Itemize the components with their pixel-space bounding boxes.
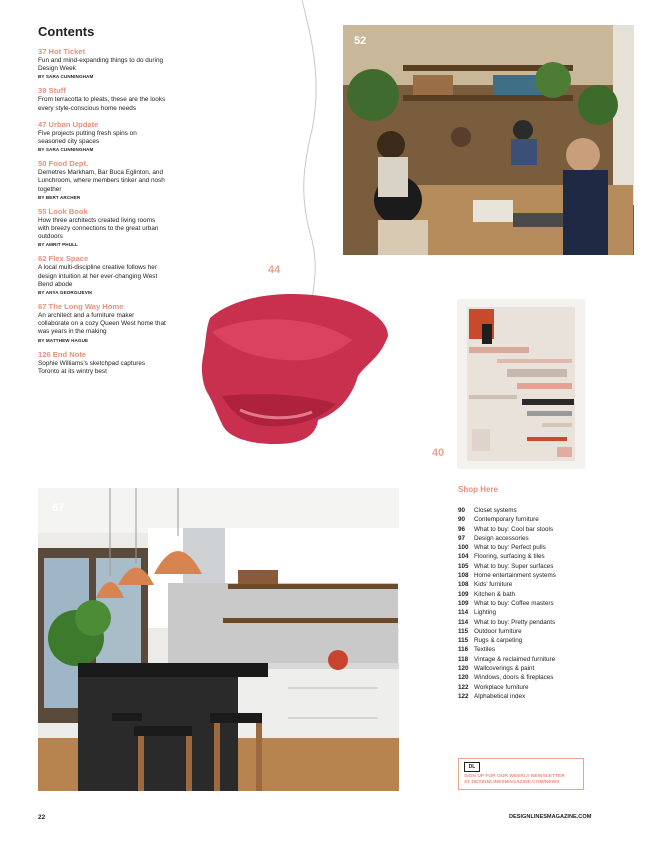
page-number-cowork: 52 <box>354 35 367 47</box>
entry-description: A local multi-discipline creative follows her design intuition at her ever-changing West Bend abode <box>38 264 158 288</box>
kitchen-photo[interactable] <box>38 488 399 791</box>
shop-page: 114 <box>458 618 469 626</box>
shop-item[interactable] <box>458 552 556 561</box>
shop-label: Vintage & reclaimed furniture <box>474 655 556 663</box>
page-number-kitchen: 67 <box>52 502 65 514</box>
shop-item[interactable] <box>458 664 556 673</box>
dl-logo-icon: DL <box>464 762 480 772</box>
entry-byline: BY BERT ARCHER <box>38 194 81 200</box>
shop-page: 96 <box>458 525 466 533</box>
lamp-cord <box>302 0 316 300</box>
entry-byline: BY MATTHEW HAGUE <box>38 337 89 343</box>
shop-label: Closet systems <box>474 507 517 514</box>
shop-label: Workplace furniture <box>474 683 529 691</box>
newsletter-url-line <box>464 780 565 786</box>
entry-heading: 47 Urban Update <box>38 119 99 129</box>
shop-label: What to buy: Perfect pulls <box>474 544 546 552</box>
shop-item[interactable] <box>458 515 556 524</box>
shop-label: Contemporary furniture <box>474 516 539 524</box>
shop-page: 115 <box>458 627 469 635</box>
shop-label: Alphabetical index <box>474 692 526 700</box>
shop-page: 122 <box>458 683 469 691</box>
shop-item[interactable] <box>458 562 556 571</box>
page-number-lamp: 44 <box>268 264 281 276</box>
shop-page: 105 <box>458 562 469 570</box>
shop-page: 108 <box>458 581 469 589</box>
entry-heading: 67 The Long Way Home <box>38 302 124 312</box>
entry-heading: 126 End Note <box>38 349 87 359</box>
shop-page: 120 <box>458 674 469 682</box>
shop-page: 109 <box>458 599 469 607</box>
newsletter-line: SIGN UP FOR OUR WEEKLY NEWSLETTER <box>464 774 565 779</box>
newsletter-url-link[interactable]: DESIGNLINESMAGAZINE.COM/NEWS <box>471 780 560 786</box>
newsletter-at: AT <box>464 780 472 786</box>
shop-page: 122 <box>458 692 469 700</box>
entry-description: Demetres Markham, Bar Buca Eglinton, and Lunchroom, where members tinker and nosh together <box>38 169 165 193</box>
shop-page: 100 <box>458 544 469 552</box>
coworking-scene <box>343 25 634 255</box>
entry-heading: 37 Hot Ticket <box>38 47 86 56</box>
shop-page: 90 <box>458 516 466 524</box>
shop-label: Design accessories <box>474 534 529 542</box>
shop-item[interactable] <box>458 608 556 617</box>
shop-item[interactable] <box>458 618 556 627</box>
newsletter-text <box>464 774 565 787</box>
shop-page: 90 <box>458 507 466 514</box>
shop-item[interactable] <box>458 599 556 608</box>
shop-page: 114 <box>458 609 469 617</box>
entry-byline: BY AMRIT PHULL <box>38 242 78 248</box>
folio-page-number: 22 <box>38 814 46 821</box>
shop-label: What to buy: Pretty pendants <box>474 618 556 626</box>
shop-page: 109 <box>458 590 469 598</box>
entry-heading: 62 Flex Space <box>38 254 89 264</box>
entry-description: From terracotta to pleats, these are the looks every style-conscious home needs <box>38 96 166 112</box>
newsletter-signup-box[interactable] <box>458 758 584 790</box>
shop-label: What to buy: Super surfaces <box>474 562 554 570</box>
shop-label: Kitchen & bath <box>474 590 515 598</box>
entry-description: Sophie Williams's sketchpad captures Toronto at its wintry best <box>38 359 146 375</box>
shop-label: Rugs & carpeting <box>474 637 523 645</box>
shop-label: Outdoor furniture <box>474 627 522 635</box>
shop-item[interactable] <box>458 534 556 543</box>
shop-page: 116 <box>458 646 469 654</box>
footer-website: DESIGNLINESMAGAZINE.COM <box>509 814 592 820</box>
shop-label: Flooring, surfacing & tiles <box>474 553 545 561</box>
page-number-rug: 40 <box>432 447 445 459</box>
shop-here-heading: Shop Here <box>458 485 499 494</box>
shop-label: Textiles <box>474 646 495 654</box>
shop-label: Wallcoverings & paint <box>474 665 535 673</box>
shop-page: 104 <box>458 553 469 561</box>
shop-page: 115 <box>458 637 469 645</box>
shop-item[interactable] <box>458 543 556 552</box>
kitchen-scene <box>38 488 399 791</box>
shop-item[interactable] <box>458 683 556 692</box>
entry-byline: BY ANYA GEORGIJEVIK <box>38 290 93 296</box>
shop-label: Windows, doors & fireplaces <box>474 674 554 682</box>
shop-item[interactable] <box>458 627 556 636</box>
shop-item[interactable] <box>458 580 556 589</box>
shop-page: 97 <box>458 534 466 542</box>
shop-label: What to buy: Cool bar stools <box>474 525 554 533</box>
entry-byline: BY SARA CUNNINGHAM <box>38 147 94 153</box>
shop-label: Lighting <box>474 609 497 617</box>
entry-description: Fun and mind-expanding things to do during Design Week <box>38 57 164 73</box>
entry-description: An architect and a furniture maker collaborate on a cozy Queen West home that was years in the making <box>38 312 166 336</box>
shop-item[interactable] <box>458 590 556 599</box>
shop-page: 108 <box>458 572 469 580</box>
shop-item[interactable] <box>458 636 556 645</box>
page-title: Contents <box>38 24 95 39</box>
shop-item[interactable] <box>458 673 556 682</box>
entry-heading: 50 Food Dept. <box>38 159 89 169</box>
shop-page: 120 <box>458 665 469 673</box>
rug-photo[interactable] <box>457 299 585 469</box>
shop-list <box>458 506 556 701</box>
entry-description: How three architects created living rooms with breezy connections to the great urban outdoors <box>38 216 159 241</box>
entry-heading: 39 Stuff <box>38 86 66 96</box>
entry-heading: 55 Look Book <box>38 206 88 216</box>
entry-byline: BY SARA CUNNINGHAM <box>38 74 94 80</box>
shop-label: What to buy: Coffee masters <box>474 599 554 607</box>
shop-page: 118 <box>458 655 469 663</box>
entry-description: Five projects putting fresh spins on seasoned city spaces <box>38 129 137 146</box>
shop-label: Kids' furniture <box>474 581 513 589</box>
shop-item[interactable] <box>458 525 556 534</box>
shop-item[interactable] <box>458 571 556 580</box>
rug-pattern <box>457 299 585 469</box>
shop-item[interactable] <box>458 692 556 701</box>
shop-item[interactable] <box>458 655 556 664</box>
shop-item[interactable] <box>458 506 556 515</box>
coworking-photo[interactable] <box>343 25 634 255</box>
shop-label: Home entertainment systems <box>474 572 556 580</box>
shop-item[interactable] <box>458 645 556 654</box>
